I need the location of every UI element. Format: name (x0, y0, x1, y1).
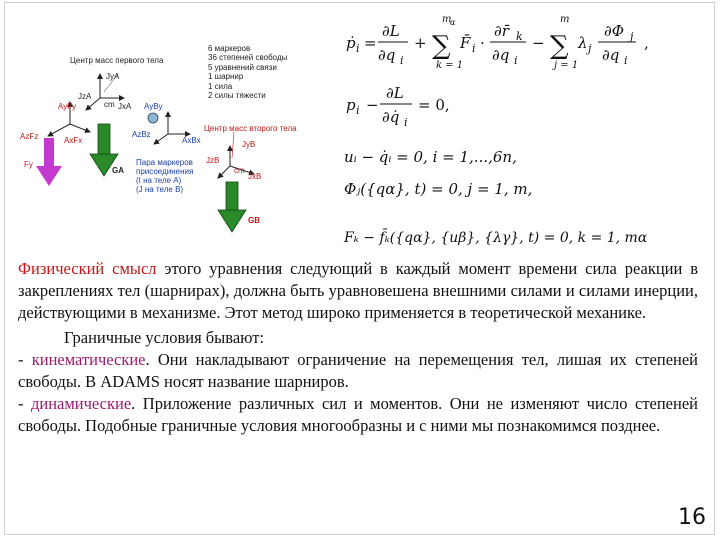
svg-text:ṗ: ṗ (346, 34, 356, 52)
label-jxa: JxA (118, 102, 132, 111)
svg-text:,: , (644, 34, 649, 52)
label-body-a-center: Центр масс первого тела (70, 56, 164, 65)
model-info-list (208, 44, 287, 100)
svg-text:∂r̄: ∂r̄ (494, 22, 509, 40)
paragraph-text: . Приложение различных сил и моментов. Они не изменяют число степеней свободы. Подобные граничные условия многообразны и с ними мы познакомимся позднее. (18, 394, 698, 435)
svg-text:i: i (624, 54, 628, 67)
svg-text:∂q̇: ∂q̇ (382, 108, 400, 126)
label-ga: GA (112, 166, 124, 175)
svg-text:∂L: ∂L (386, 84, 404, 102)
svg-text:i: i (472, 42, 476, 55)
label-jzb: JzB (206, 156, 220, 165)
label-azbz: AzBz (132, 130, 151, 139)
equations-graphics (332, 6, 712, 250)
svg-text:i: i (400, 54, 404, 67)
equations-block (332, 6, 712, 250)
svg-text:= 0,: = 0, (418, 96, 450, 114)
term-physical-meaning: Физический смысл (18, 259, 157, 278)
page-number: 16 (678, 505, 706, 530)
paragraph-text: этого уравнения следующий в каждый момент времени сила реакции в закреплениях тел (шарнирах), должна быть уравновешена внешними силами и силами инерции, действующими в механизме. Этот метод широко применяется в теоретической механике. (18, 259, 699, 322)
svg-text:i: i (356, 42, 360, 55)
info-item: 1 сила (208, 81, 233, 91)
svg-text:−: − (366, 96, 379, 114)
label-axbx: AxBx (182, 136, 201, 145)
svg-text:∂q: ∂q (378, 46, 396, 64)
label-fy: Fy (24, 160, 33, 169)
svg-text:∑: ∑ (432, 31, 451, 61)
paragraph-physical-meaning (18, 258, 698, 324)
svg-text:k: k (516, 30, 523, 43)
svg-text:i: i (404, 116, 408, 129)
equation-forces: Fₖ − f̄ₖ({qα}, {uβ}, {λγ}, t) = 0, k = 1, mα (344, 230, 648, 246)
svg-text:p: p (346, 96, 356, 114)
boundary-heading: Граничные условия бывают: (64, 328, 265, 347)
svg-text:∂q: ∂q (492, 46, 510, 64)
mechanism-diagram (8, 6, 328, 244)
term-kinematic: кинематические (31, 350, 146, 369)
label-cm-a: cm (104, 100, 115, 109)
label-axfx: AxFx (64, 136, 83, 145)
svg-text:F̄: F̄ (460, 34, 471, 52)
list-item-kinematic (18, 349, 698, 393)
info-item: 1 шарнир (208, 72, 244, 82)
info-item: 6 маркеров (208, 44, 251, 53)
list-item-dynamic (18, 393, 698, 437)
label-jyb: JyB (242, 140, 256, 149)
svg-text:∂q: ∂q (602, 46, 620, 64)
svg-text:λ: λ (578, 34, 588, 52)
svg-text:i: i (356, 104, 360, 117)
svg-text:m: m (442, 14, 452, 25)
label-jza: JzA (78, 92, 92, 101)
dash: - (18, 394, 31, 413)
svg-text:·: · (480, 34, 485, 52)
term-dynamic: динамические (30, 394, 132, 413)
label-body-b-center: Центр масс второго тела (204, 124, 297, 133)
svg-text:α: α (450, 18, 456, 27)
label-ayfy: AyFy (58, 102, 77, 111)
label-azfz: AzFz (20, 132, 39, 141)
body-text (18, 258, 698, 437)
label-gb: GB (248, 216, 260, 225)
svg-text:i: i (514, 54, 518, 67)
label-jxb: JxB (248, 172, 262, 181)
label-jya: JyA (106, 72, 120, 81)
svg-text:+: + (414, 34, 427, 52)
svg-text:j: j (630, 30, 634, 43)
label-ayby: AyBy (144, 102, 163, 111)
svg-text:−: − (532, 34, 545, 52)
svg-text:k = 1: k = 1 (436, 60, 464, 71)
svg-text:∂Φ: ∂Φ (604, 22, 625, 40)
info-item: 2 силы тяжести (208, 91, 266, 101)
svg-text:=: = (364, 34, 377, 52)
label-marker-pair: Пара маркеров присоединения (I на теле A) (J на теле B) (136, 158, 194, 194)
svg-text:j = 1: j = 1 (554, 60, 579, 71)
svg-text:∑: ∑ (550, 31, 569, 61)
svg-text:j: j (588, 42, 592, 55)
dash: - (18, 350, 32, 369)
svg-text:∂L: ∂L (382, 22, 400, 40)
paragraph-text: . Они накладывают ограничение на перемещения тел, лишая их степеней свободы. В ADAMS носят название шарниров. (18, 350, 698, 391)
equation-constraints: Φⱼ({qα}, t) = 0, j = 1, m, (344, 180, 533, 198)
svg-text:m: m (560, 14, 570, 25)
label-cm-b: cm (234, 166, 245, 175)
info-item: 36 степеней свободы (208, 53, 288, 63)
info-item: 5 уравнений связи (208, 62, 277, 72)
equation-velocity: uᵢ − q̇ᵢ = 0, i = 1,...,6n, (344, 148, 517, 166)
